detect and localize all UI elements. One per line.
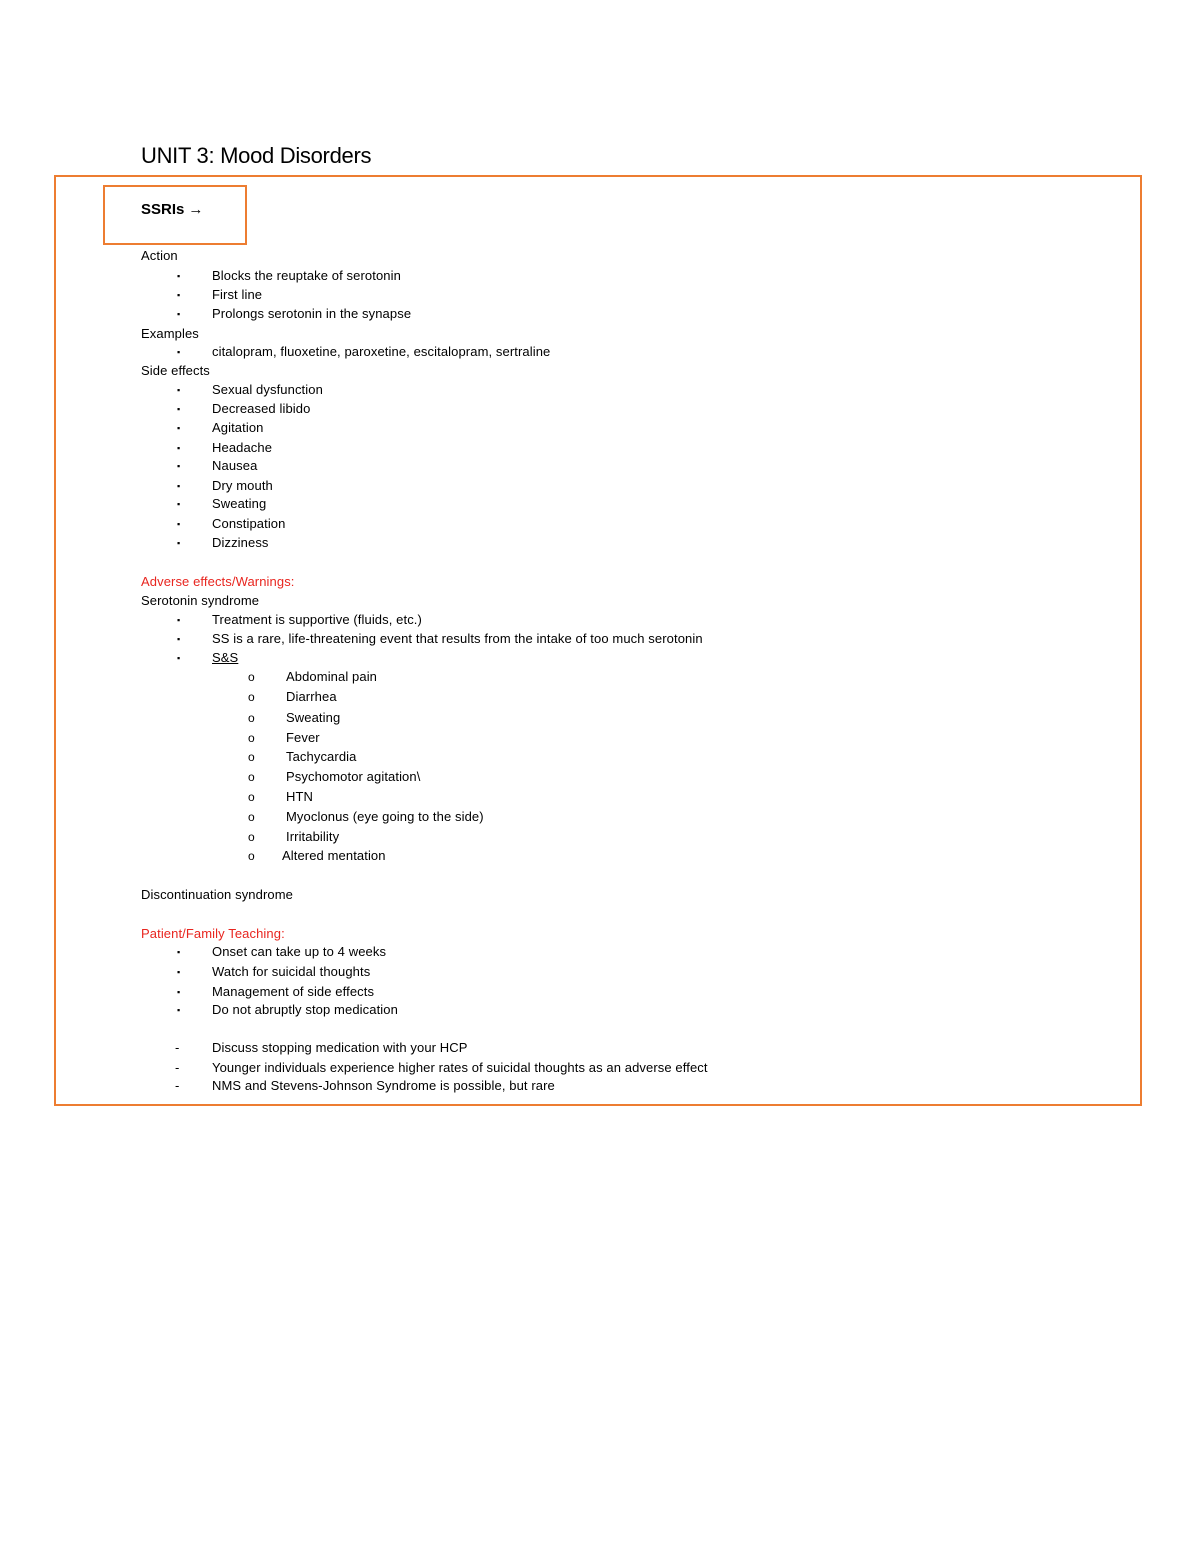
circle-marker: o bbox=[248, 770, 255, 784]
side-effect-item: Sweating bbox=[212, 496, 267, 511]
bullet-marker: ▪ bbox=[177, 538, 181, 548]
bullet-marker: ▪ bbox=[177, 385, 181, 395]
teaching-dash-item: Younger individuals experience higher rates of suicidal thoughts as an adverse effect bbox=[212, 1060, 708, 1075]
ss-item: Tachycardia bbox=[286, 749, 357, 764]
side-effect-item: Sexual dysfunction bbox=[212, 382, 323, 397]
circle-marker: o bbox=[248, 711, 255, 725]
serotonin-syndrome-heading: Serotonin syndrome bbox=[141, 593, 260, 608]
teaching-dash-item: NMS and Stevens-Johnson Syndrome is possible, but rare bbox=[212, 1078, 555, 1093]
discontinuation-heading: Discontinuation syndrome bbox=[141, 887, 293, 902]
bullet-marker: ▪ bbox=[177, 481, 181, 491]
bullet-marker: ▪ bbox=[177, 443, 181, 453]
circle-marker: o bbox=[248, 830, 255, 844]
ss-item: Abdominal pain bbox=[286, 669, 378, 684]
page-title: UNIT 3: Mood Disorders bbox=[141, 143, 372, 168]
circle-marker: o bbox=[248, 670, 255, 684]
circle-marker: o bbox=[248, 731, 255, 745]
teaching-item: Do not abruptly stop medication bbox=[212, 1002, 398, 1017]
ss-item: HTN bbox=[286, 789, 314, 804]
teaching-item: Onset can take up to 4 weeks bbox=[212, 944, 387, 959]
bullet-marker: ▪ bbox=[177, 290, 181, 300]
bullet-marker: ▪ bbox=[177, 519, 181, 529]
action-item: Blocks the reuptake of serotonin bbox=[212, 268, 401, 283]
bullet-marker: ▪ bbox=[177, 461, 181, 471]
adverse-item: Treatment is supportive (fluids, etc.) bbox=[212, 612, 422, 627]
adverse-item: SS is a rare, life-threatening event that results from the intake of too much serotonin bbox=[212, 631, 703, 646]
bullet-marker: ▪ bbox=[177, 947, 181, 957]
circle-marker: o bbox=[248, 849, 255, 863]
side-effect-item: Headache bbox=[212, 440, 273, 455]
examples-heading: Examples bbox=[141, 326, 199, 341]
bullet-marker: ▪ bbox=[177, 309, 181, 319]
bullet-marker: ▪ bbox=[177, 1005, 181, 1015]
side-effect-item: Nausea bbox=[212, 458, 258, 473]
teaching-item: Watch for suicidal thoughts bbox=[212, 964, 371, 979]
bullet-marker: ▪ bbox=[177, 967, 181, 977]
bullet-marker: ▪ bbox=[177, 634, 181, 644]
bullet-marker: ▪ bbox=[177, 653, 181, 663]
ss-item: Irritability bbox=[286, 829, 340, 844]
ss-item: Myoclonus (eye going to the side) bbox=[286, 809, 484, 824]
right-arrow-icon: → bbox=[188, 201, 204, 218]
circle-marker: o bbox=[248, 790, 255, 804]
side-effect-item: Constipation bbox=[212, 516, 286, 531]
dash-marker: - bbox=[175, 1040, 180, 1055]
bullet-marker: ▪ bbox=[177, 987, 181, 997]
side-effect-item: Dry mouth bbox=[212, 478, 273, 493]
ss-item: Fever bbox=[286, 730, 320, 745]
circle-marker: o bbox=[248, 750, 255, 764]
circle-marker: o bbox=[248, 690, 255, 704]
ss-item: Psychomotor agitation\ bbox=[286, 769, 421, 784]
ss-item: Altered mentation bbox=[282, 848, 386, 863]
examples-item: citalopram, fluoxetine, paroxetine, escitalopram, sertraline bbox=[212, 344, 551, 359]
bullet-marker: ▪ bbox=[177, 347, 181, 357]
bullet-marker: ▪ bbox=[177, 404, 181, 414]
bullet-marker: ▪ bbox=[177, 499, 181, 509]
action-item: Prolongs serotonin in the synapse bbox=[212, 306, 412, 321]
side-effect-item: Dizziness bbox=[212, 535, 269, 550]
ss-item: Diarrhea bbox=[286, 689, 337, 704]
ssri-label: SSRIs bbox=[141, 201, 185, 218]
teaching-heading: Patient/Family Teaching: bbox=[141, 926, 285, 941]
action-heading: Action bbox=[141, 248, 178, 263]
bullet-marker: ▪ bbox=[177, 271, 181, 281]
side-effects-heading: Side effects bbox=[141, 363, 210, 378]
action-item: First line bbox=[212, 287, 263, 302]
circle-marker: o bbox=[248, 810, 255, 824]
signs-symptoms-label: S&S bbox=[212, 650, 239, 665]
teaching-dash-item: Discuss stopping medication with your HCP bbox=[212, 1040, 468, 1055]
bullet-marker: ▪ bbox=[177, 615, 181, 625]
side-effect-item: Agitation bbox=[212, 420, 264, 435]
side-effect-item: Decreased libido bbox=[212, 401, 311, 416]
ss-item: Sweating bbox=[286, 710, 341, 725]
dash-marker: - bbox=[175, 1078, 180, 1093]
adverse-heading: Adverse effects/Warnings: bbox=[141, 574, 295, 589]
dash-marker: - bbox=[175, 1060, 180, 1075]
teaching-item: Management of side effects bbox=[212, 984, 375, 999]
bullet-marker: ▪ bbox=[177, 423, 181, 433]
